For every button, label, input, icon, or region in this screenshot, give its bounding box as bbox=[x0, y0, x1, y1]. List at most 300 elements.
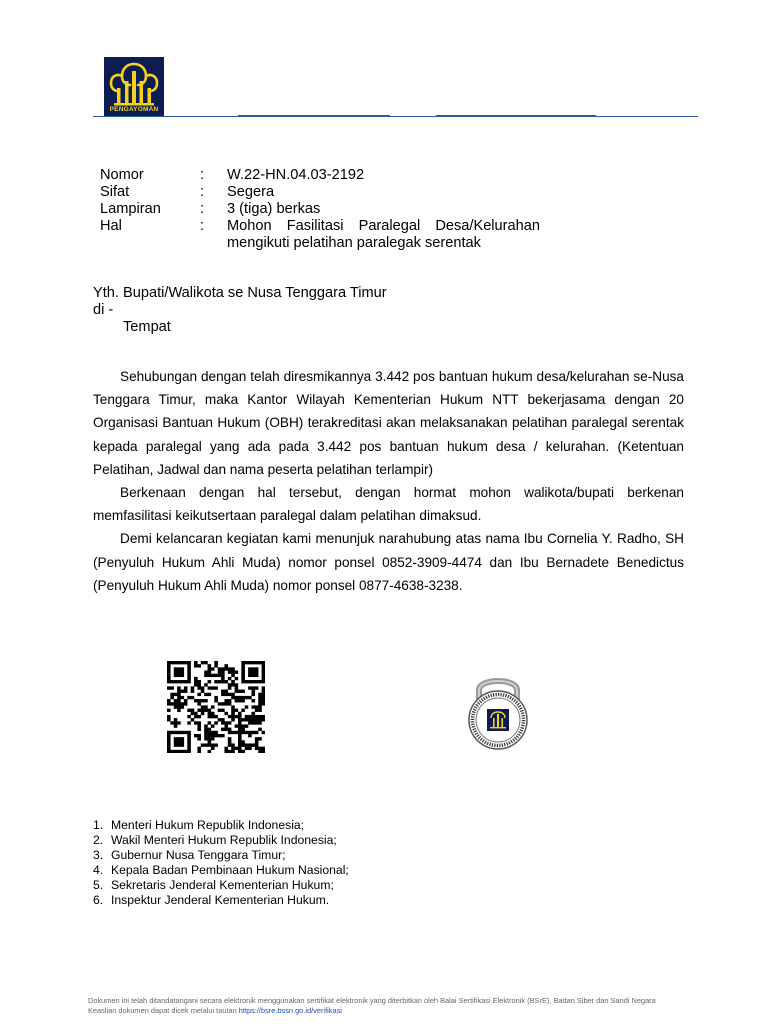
qr-module bbox=[214, 743, 218, 746]
qr-module bbox=[214, 734, 218, 737]
qr-module bbox=[255, 671, 259, 674]
qr-module bbox=[187, 671, 191, 674]
qr-module bbox=[258, 728, 262, 731]
qr-module bbox=[208, 740, 212, 743]
qr-module bbox=[194, 699, 198, 702]
qr-module bbox=[248, 715, 252, 718]
qr-module bbox=[167, 664, 171, 667]
qr-module bbox=[167, 680, 171, 683]
qr-module bbox=[238, 712, 242, 715]
qr-module bbox=[255, 661, 259, 664]
qr-module bbox=[204, 661, 208, 664]
qr-module bbox=[174, 750, 178, 753]
qr-module bbox=[228, 737, 232, 740]
qr-module bbox=[181, 674, 185, 677]
qr-module bbox=[251, 699, 255, 702]
qr-module bbox=[221, 721, 225, 724]
qr-module bbox=[235, 709, 239, 712]
qr-module bbox=[177, 693, 181, 696]
qr-module bbox=[228, 686, 232, 689]
qr-module bbox=[248, 674, 252, 677]
qr-module bbox=[170, 680, 174, 683]
qr-module bbox=[262, 671, 265, 674]
qr-module bbox=[231, 743, 235, 746]
qr-module bbox=[191, 690, 195, 693]
qr-module bbox=[170, 721, 174, 724]
qr-module bbox=[194, 721, 198, 724]
qr-module bbox=[221, 702, 225, 705]
qr-module bbox=[228, 743, 232, 746]
qr-module bbox=[187, 734, 191, 737]
qr-module bbox=[204, 699, 208, 702]
qr-module bbox=[258, 747, 262, 750]
qr-module bbox=[197, 734, 201, 737]
qr-module bbox=[208, 715, 212, 718]
qr-module bbox=[194, 734, 198, 737]
qr-module bbox=[194, 680, 198, 683]
qr-module bbox=[167, 715, 171, 718]
qr-module bbox=[262, 661, 265, 664]
qr-module bbox=[248, 747, 252, 750]
qr-module bbox=[221, 718, 225, 721]
qr-module bbox=[262, 677, 265, 680]
qr-module bbox=[208, 734, 212, 737]
qr-module bbox=[197, 686, 201, 689]
qr-module bbox=[238, 747, 242, 750]
qr-module bbox=[174, 680, 178, 683]
qr-module bbox=[170, 750, 174, 753]
qr-module bbox=[221, 677, 225, 680]
qr-module bbox=[197, 680, 201, 683]
meta-value: 3 (tiga) berkas bbox=[227, 201, 321, 217]
qr-module bbox=[214, 680, 218, 683]
qr-module bbox=[174, 740, 178, 743]
qr-module bbox=[174, 693, 178, 696]
qr-module bbox=[248, 671, 252, 674]
verification-link[interactable]: https://bsre.bssn.go.id/verifikasi bbox=[238, 1006, 342, 1015]
list-number: 4. bbox=[93, 863, 104, 877]
qr-module bbox=[197, 724, 201, 727]
qr-module bbox=[191, 696, 195, 699]
qr-module bbox=[238, 737, 242, 740]
qr-module bbox=[177, 696, 181, 699]
qr-module bbox=[251, 686, 255, 689]
qr-module bbox=[177, 667, 181, 670]
qr-module bbox=[177, 671, 181, 674]
qr-module bbox=[211, 743, 215, 746]
list-text: Kepala Badan Pembinaan Hukum Nasional; bbox=[111, 863, 349, 877]
qr-module bbox=[251, 661, 255, 664]
qr-module bbox=[187, 667, 191, 670]
logo-caption: PENGAYOMAN bbox=[109, 106, 159, 113]
qr-module bbox=[170, 686, 174, 689]
meta-value: Segera bbox=[227, 184, 275, 200]
qr-module bbox=[255, 721, 259, 724]
qr-module bbox=[187, 743, 191, 746]
qr-module bbox=[204, 737, 208, 740]
qr-module bbox=[228, 667, 232, 670]
qr-module bbox=[255, 715, 259, 718]
qr-module bbox=[224, 747, 228, 750]
qr-module bbox=[245, 705, 249, 708]
qr-module bbox=[211, 667, 215, 670]
meta-colon: : bbox=[200, 218, 205, 234]
qr-module bbox=[241, 667, 245, 670]
qr-module bbox=[204, 731, 208, 734]
qr-module bbox=[214, 674, 218, 677]
qr-module bbox=[221, 709, 225, 712]
qr-module bbox=[218, 702, 222, 705]
qr-module bbox=[231, 693, 235, 696]
qr-module bbox=[255, 686, 259, 689]
qr-module bbox=[231, 671, 235, 674]
qr-module bbox=[235, 699, 239, 702]
qr-module bbox=[248, 680, 252, 683]
qr-module bbox=[238, 696, 242, 699]
qr-module bbox=[197, 728, 201, 731]
qr-module bbox=[167, 747, 171, 750]
qr-module bbox=[262, 680, 265, 683]
meta-colon: : bbox=[200, 201, 205, 217]
qr-module bbox=[177, 690, 181, 693]
qr-module bbox=[201, 690, 205, 693]
qr-module bbox=[177, 743, 181, 746]
list-item bbox=[93, 878, 349, 893]
qr-module bbox=[221, 734, 225, 737]
qr-module bbox=[201, 712, 205, 715]
qr-module bbox=[214, 715, 218, 718]
qr-module bbox=[167, 718, 171, 721]
qr-module bbox=[211, 737, 215, 740]
qr-module bbox=[221, 680, 225, 683]
qr-module bbox=[231, 680, 235, 683]
qr-module bbox=[241, 699, 245, 702]
qr-module bbox=[245, 724, 249, 727]
qr-module bbox=[228, 699, 232, 702]
qr-module bbox=[167, 677, 171, 680]
qr-module bbox=[194, 661, 198, 664]
qr-module bbox=[181, 740, 185, 743]
letterhead-rule-accent-right bbox=[436, 115, 596, 117]
qr-module bbox=[231, 683, 235, 686]
qr-module bbox=[251, 680, 255, 683]
qr-module bbox=[238, 724, 242, 727]
addressee bbox=[93, 285, 387, 336]
qr-module bbox=[258, 709, 262, 712]
list-number: 1. bbox=[93, 818, 104, 832]
qr-module bbox=[221, 674, 225, 677]
qr-module bbox=[174, 671, 178, 674]
qr-module bbox=[238, 743, 242, 746]
qr-module bbox=[181, 743, 185, 746]
qr-module bbox=[177, 740, 181, 743]
qr-module bbox=[177, 699, 181, 702]
qr-module bbox=[262, 693, 265, 696]
qr-module bbox=[224, 712, 228, 715]
qr-module bbox=[262, 715, 265, 718]
qr-module bbox=[231, 747, 235, 750]
qr-module bbox=[218, 709, 222, 712]
meta-label: Sifat bbox=[100, 184, 130, 200]
qr-module bbox=[231, 718, 235, 721]
qr-module bbox=[211, 705, 215, 708]
qr-module bbox=[201, 709, 205, 712]
qr-module bbox=[170, 702, 174, 705]
qr-module bbox=[255, 718, 259, 721]
qr-module bbox=[241, 677, 245, 680]
qr-module bbox=[211, 731, 215, 734]
qr-module bbox=[248, 718, 252, 721]
list-text: Wakil Menteri Hukum Republik Indonesia; bbox=[111, 833, 337, 847]
qr-module bbox=[251, 690, 255, 693]
qr-module bbox=[241, 664, 245, 667]
meta-hal-line1: Mohon Fasilitasi Paralegal Desa/Kelurahan bbox=[227, 218, 540, 234]
list-item bbox=[93, 833, 349, 848]
letterhead-rule-accent-left bbox=[238, 115, 390, 117]
qr-module bbox=[235, 715, 239, 718]
qr-module bbox=[187, 721, 191, 724]
qr-module bbox=[204, 671, 208, 674]
qr-module bbox=[224, 680, 228, 683]
qr-module bbox=[255, 674, 259, 677]
qr-module bbox=[214, 664, 218, 667]
qr-module bbox=[167, 750, 171, 753]
qr-module bbox=[258, 705, 262, 708]
qr-module bbox=[187, 750, 191, 753]
qr-module bbox=[231, 674, 235, 677]
qr-module bbox=[187, 661, 191, 664]
qr-module bbox=[235, 686, 239, 689]
qr-module bbox=[228, 740, 232, 743]
qr-module bbox=[177, 702, 181, 705]
qr-module bbox=[235, 696, 239, 699]
addressee-line: di - bbox=[93, 302, 114, 318]
qr-module bbox=[214, 696, 218, 699]
qr-module bbox=[187, 664, 191, 667]
qr-module bbox=[191, 718, 195, 721]
qr-module bbox=[194, 664, 198, 667]
list-text: Gubernur Nusa Tenggara Timur; bbox=[111, 848, 286, 862]
qr-module bbox=[181, 731, 185, 734]
qr-module bbox=[174, 724, 178, 727]
qr-module bbox=[181, 690, 185, 693]
list-item bbox=[93, 848, 349, 863]
qr-module bbox=[238, 715, 242, 718]
qr-module bbox=[184, 661, 188, 664]
qr-module bbox=[177, 721, 181, 724]
qr-module bbox=[170, 731, 174, 734]
qr-module bbox=[184, 750, 188, 753]
qr-module bbox=[262, 667, 265, 670]
qr-module bbox=[241, 731, 245, 734]
qr-module bbox=[258, 699, 262, 702]
qr-module bbox=[238, 740, 242, 743]
qr-module bbox=[245, 661, 249, 664]
meta-hal-line2: mengikuti pelatihan paralegak serentak bbox=[227, 235, 481, 251]
qr-module bbox=[235, 671, 239, 674]
qr-module bbox=[211, 715, 215, 718]
qr-module bbox=[262, 674, 265, 677]
qr-module bbox=[197, 664, 201, 667]
qr-module bbox=[255, 740, 259, 743]
qr-module bbox=[231, 715, 235, 718]
qr-module bbox=[167, 702, 171, 705]
qr-module bbox=[177, 750, 181, 753]
qr-module bbox=[255, 731, 259, 734]
qr-module bbox=[262, 664, 265, 667]
qr-module bbox=[208, 712, 212, 715]
qr-module bbox=[204, 683, 208, 686]
letter-body bbox=[93, 365, 684, 597]
qr-module bbox=[245, 680, 249, 683]
qr-module bbox=[255, 747, 259, 750]
qr-module bbox=[211, 712, 215, 715]
qr-module bbox=[197, 702, 201, 705]
list-item bbox=[93, 893, 349, 908]
addressee-place: Tempat bbox=[123, 319, 171, 335]
qr-module bbox=[262, 747, 265, 750]
qr-module bbox=[181, 680, 185, 683]
qr-module bbox=[208, 693, 212, 696]
qr-module bbox=[228, 683, 232, 686]
qr-module bbox=[204, 728, 208, 731]
list-text: Menteri Hukum Republik Indonesia; bbox=[111, 818, 305, 832]
qr-module bbox=[214, 661, 218, 664]
qr-module bbox=[262, 731, 265, 734]
qr-module bbox=[208, 731, 212, 734]
qr-module bbox=[211, 734, 215, 737]
qr-module bbox=[238, 734, 242, 737]
qr-module bbox=[201, 661, 205, 664]
list-item bbox=[93, 863, 349, 878]
qr-module bbox=[224, 690, 228, 693]
list-item bbox=[93, 818, 349, 833]
qr-module bbox=[184, 702, 188, 705]
qr-module bbox=[258, 750, 262, 753]
list-number: 3. bbox=[93, 848, 104, 862]
qr-module bbox=[181, 667, 185, 670]
qr-module bbox=[251, 705, 255, 708]
qr-module bbox=[262, 750, 265, 753]
qr-module bbox=[245, 747, 249, 750]
list-number: 5. bbox=[93, 878, 104, 892]
qr-module bbox=[167, 743, 171, 746]
qr-module bbox=[221, 690, 225, 693]
qr-module bbox=[214, 686, 218, 689]
qr-module bbox=[255, 743, 259, 746]
qr-module bbox=[167, 667, 171, 670]
qr-module bbox=[235, 731, 239, 734]
qr-module bbox=[235, 747, 239, 750]
qr-module bbox=[201, 705, 205, 708]
qr-module bbox=[224, 728, 228, 731]
qr-module bbox=[177, 705, 181, 708]
qr-module bbox=[251, 671, 255, 674]
qr-module bbox=[231, 696, 235, 699]
qr-module bbox=[208, 728, 212, 731]
qr-module bbox=[224, 667, 228, 670]
qr-module bbox=[248, 721, 252, 724]
qr-module bbox=[211, 747, 215, 750]
qr-module bbox=[167, 699, 171, 702]
qr-module bbox=[181, 705, 185, 708]
list-number: 6. bbox=[93, 893, 104, 907]
carbon-copy-list bbox=[93, 818, 349, 908]
qr-module bbox=[167, 734, 171, 737]
qr-module bbox=[177, 680, 181, 683]
qr-module bbox=[170, 661, 174, 664]
qr-module bbox=[228, 750, 232, 753]
qr-module bbox=[258, 693, 262, 696]
qr-module bbox=[221, 671, 225, 674]
qr-module bbox=[184, 686, 188, 689]
qr-module bbox=[231, 667, 235, 670]
qr-module bbox=[197, 683, 201, 686]
body-paragraph: Berkenaan dengan hal tersebut, dengan hormat mohon walikota/bupati berkenan memfasilitasi keikutsertaan paralegal dalam pelatihan dimaksud. bbox=[93, 485, 684, 524]
qr-module bbox=[177, 674, 181, 677]
qr-module bbox=[177, 686, 181, 689]
qr-module bbox=[177, 737, 181, 740]
qr-module bbox=[174, 661, 178, 664]
qr-module bbox=[197, 693, 201, 696]
qr-module bbox=[170, 696, 174, 699]
qr-module bbox=[251, 743, 255, 746]
qr-module bbox=[251, 712, 255, 715]
list-text: Inspektur Jenderal Kementerian Hukum. bbox=[111, 893, 330, 907]
qr-module bbox=[194, 683, 198, 686]
qr-module bbox=[201, 686, 205, 689]
qr-module bbox=[255, 667, 259, 670]
qr-module bbox=[258, 696, 262, 699]
qr-module bbox=[255, 737, 259, 740]
qr-module bbox=[231, 712, 235, 715]
qr-module bbox=[218, 734, 222, 737]
qr-module bbox=[245, 715, 249, 718]
qr-module bbox=[181, 750, 185, 753]
qr-module bbox=[197, 709, 201, 712]
qr-module bbox=[177, 661, 181, 664]
qr-module bbox=[248, 743, 252, 746]
qr-module bbox=[218, 671, 222, 674]
qr-module bbox=[214, 731, 218, 734]
qr-module bbox=[251, 718, 255, 721]
qr-module bbox=[208, 709, 212, 712]
qr-module bbox=[241, 671, 245, 674]
qr-module bbox=[211, 674, 215, 677]
qr-module bbox=[241, 661, 245, 664]
qr-module bbox=[221, 728, 225, 731]
qr-module bbox=[167, 737, 171, 740]
qr-module bbox=[181, 696, 185, 699]
qr-module bbox=[197, 747, 201, 750]
qr-module bbox=[181, 702, 185, 705]
qr-module bbox=[251, 721, 255, 724]
qr-module bbox=[218, 680, 222, 683]
qr-module bbox=[197, 715, 201, 718]
qr-module bbox=[191, 709, 195, 712]
qr-module bbox=[224, 702, 228, 705]
qr-module bbox=[228, 671, 232, 674]
qr-module bbox=[194, 677, 198, 680]
qr-module bbox=[258, 718, 262, 721]
qr-module bbox=[204, 674, 208, 677]
qr-module bbox=[258, 680, 262, 683]
qr-module bbox=[238, 718, 242, 721]
qr-module bbox=[208, 680, 212, 683]
qr-module bbox=[174, 705, 178, 708]
qr-module bbox=[184, 731, 188, 734]
qr-module bbox=[238, 728, 242, 731]
